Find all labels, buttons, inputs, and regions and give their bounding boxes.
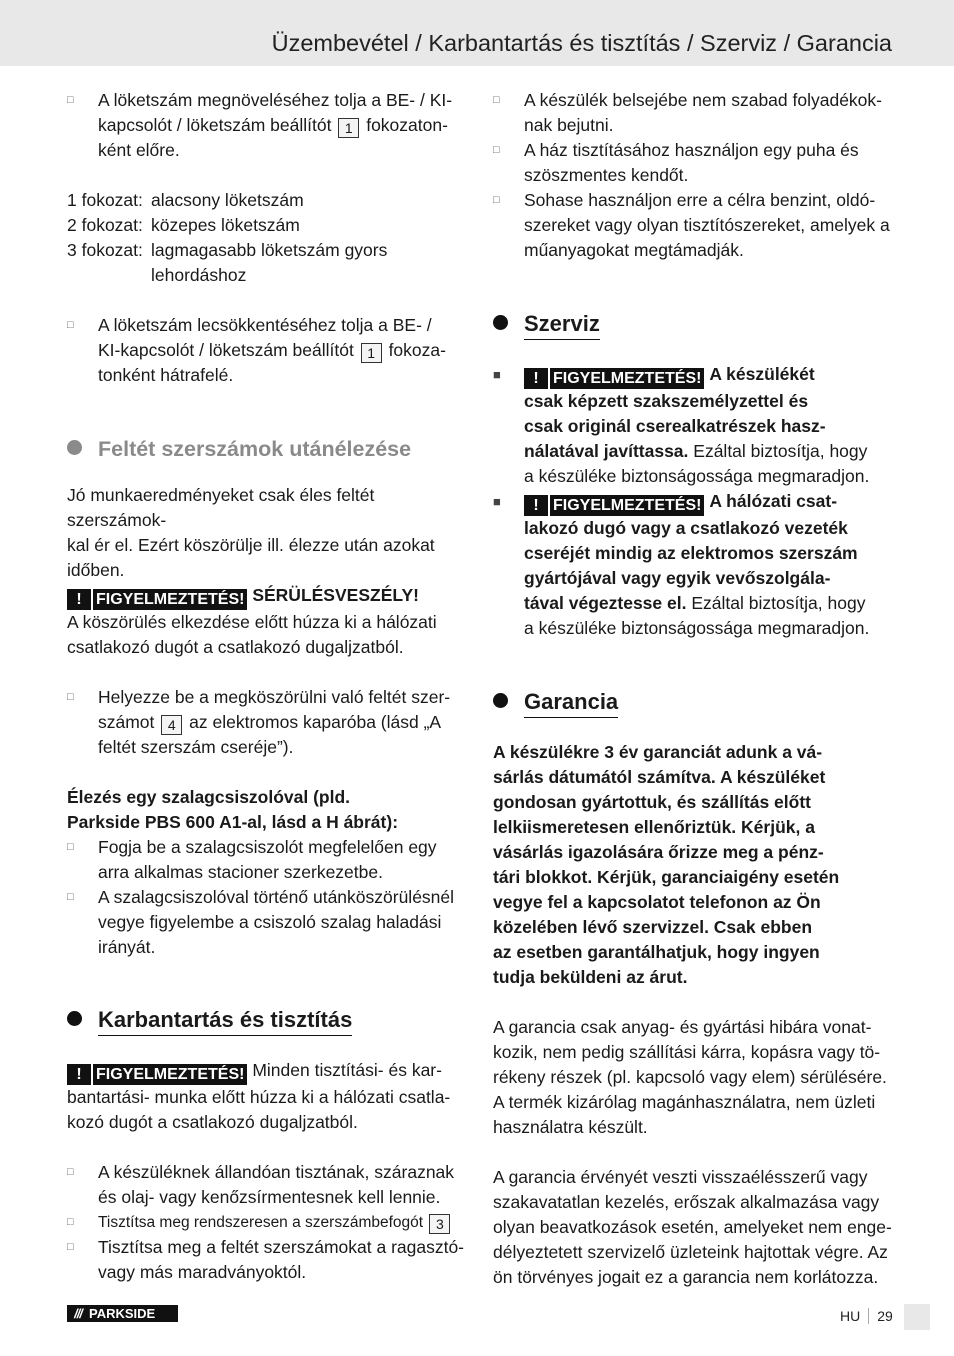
list-item: □ A ház tisztításához használjon egy puha és szöszmentes kendőt. — [493, 140, 859, 185]
list-item: □ A készülék belsejébe nem szabad folyadékok- nak bejutni. — [493, 90, 882, 135]
checkbox-bullet-icon: □ — [493, 144, 500, 156]
checkbox-bullet-icon: □ — [67, 841, 74, 853]
list-item: □ Fogja be a szalagcsiszolót megfelelően egy arra alkalmas stacioner szerkezetbe. — [67, 837, 437, 882]
part-number-badge: 1 — [361, 343, 382, 363]
warning-label: FIGYELMEZTETÉS! — [550, 368, 704, 389]
warranty-bold-paragraph: A készülékre 3 év garanciát adunk a vá- sárlás dátumától számítva. A készüléket gondosan gyártottuk, és szállítás előtt lelkiismeretesen ellenőriztük. Kérjük, a vásárlás igazolására őrizze meg a pénz- tári blokkot. Kérjük, garanciaigény esetén vegye fel a kapcsolatot telefonon az Ön közelében lévő szervizzel. Csak ebben az esetben garantálhatjuk, hogy ingyen tudja beküldeni az árut. — [493, 742, 840, 987]
brand-slashes-icon: /// — [74, 1306, 82, 1321]
right-column — [493, 88, 895, 1290]
warning-triangle-icon: ! — [524, 368, 548, 389]
checkbox-bullet-icon: □ — [67, 1166, 74, 1178]
page-header — [0, 0, 954, 66]
list-item: □ A készüléknek állandóan tisztának, száraznak és olaj- vagy kenőzsírmentesnek kell lennie. — [67, 1162, 455, 1207]
warning-triangle-icon: ! — [67, 589, 91, 610]
section-heading-maintenance: Karbantartás és tisztítás — [67, 1006, 467, 1036]
checkbox-bullet-icon: □ — [493, 94, 500, 106]
warning-line: ! FIGYELMEZTETÉS! Minden tisztítási- és kar- — [67, 1058, 467, 1085]
checkbox-bullet-icon: □ — [67, 691, 74, 703]
warning-line: ! FIGYELMEZTETÉS! SÉRÜLÉSVESZÉLY! — [67, 583, 467, 610]
square-bullet-icon: ■ — [493, 494, 501, 509]
list-item: □ Helyezze be a megköszörülni való feltét szer- számot 4 az elektromos kaparóba (lásd „A feltét szerszám cseréje”). — [67, 687, 451, 757]
list-item: ■ ! FIGYELMEZTETÉS! A készülékét csak képzett szakszemélyzettel és csak originál cserealkatrészek hasz- nálatával javíttassa. Ezáltal biztosítja, hogy a készüléke biztonságossága megmaradjon. — [493, 364, 870, 486]
checkbox-bullet-icon: □ — [67, 319, 74, 331]
checkbox-bullet-icon: □ — [493, 194, 500, 206]
left-column: □ A löketszám megnöveléséhez tolja a BE- / KI- kapcsolót / löketszám beállítót 1 fokozaton- ként előre. 1 fokozat: alacsony löketszám 2 fokozat: közepes löketszám 3 fokozat: lagmagasabb löketszám gyors lehordáshoz □ A löketszám lecsökkentéséhez tolja a BE- / KI-kapcsolót / löketszám beállítót 1 fokoza- tonként hátrafelé. Feltét szerszámok utánélezése Jó munkaeredményeket csak éles feltét szerszámok- kal ér el. Ezért köszörülje ill. élezze után azokat időben. ! FIGYELMEZTETÉS! SÉRÜLÉSVESZÉLY! A köszörülés elkezdése előtt húzza ki a hálózati csatlakozó dugót a csatlakozó dugaljzatból. □ Helyezze be a megköszörülni való feltét szer- számot 4 az elektromos kaparóba (lásd „A feltét szerszám cseréje”). Élezés egy szalagcsiszolóval (pld. Parkside PBS 600 A1-al, lásd a H ábrát): □ Fogja be a szalagcsiszolót megfelelően egy arra alkalmas stacioner szerkezetbe. □ A szalagcsiszolóval történő utánköszörülésnél vegye figyelembe a csiszoló szalag haladási irányát. Karbantartás és tisztítás ! FIGYELMEZTETÉS! Minden tisztítási- és kar- bantartási- munka előtt húzza ki a hálózati csatla- kozó dugót a csatlakozó dugaljzatból. □ A készüléknek állandóan tisztának, száraznak és olaj- vagy kenőzsírmentesnek kell lennie. □ Tisztítsa meg rendszeresen a szerszámbefogót 3 □ Tisztítsa meg a feltét szerszámokat a ragasztó- vagy más maradványoktól. — [67, 88, 467, 1285]
list-item: □ A löketszám lecsökkentéséhez tolja a BE- / KI-kapcsolót / löketszám beállítót 1 fokoza- tonként hátrafelé. — [67, 315, 446, 385]
list-item: □ Sohase használjon erre a célra benzint, oldó- szereket vagy olyan tisztítószereket, amelyek a műanyagokat megtámadják. — [493, 190, 890, 260]
page-number: 29 — [868, 1308, 893, 1324]
brand-logo: /// PARKSIDE — [67, 1305, 178, 1322]
checkbox-bullet-icon: □ — [67, 1216, 74, 1228]
list-item: □ A szalagcsiszolóval történő utánköszörülésnél vegye figyelembe a csiszoló szalag haladási irányát. — [67, 887, 455, 957]
bullet-dot-icon — [493, 693, 508, 708]
section-heading-warranty: Garancia — [493, 688, 895, 718]
part-number-badge: 3 — [429, 1214, 450, 1234]
list-item: □ Tisztítsa meg rendszeresen a szerszámbefogót 3 — [67, 1210, 467, 1235]
bullet-dot-icon — [67, 440, 82, 455]
page-corner-tab — [904, 1304, 930, 1330]
part-number-badge: 1 — [338, 118, 359, 138]
language-code: HU — [840, 1308, 861, 1324]
warning-label: FIGYELMEZTETÉS! — [93, 1064, 247, 1085]
warning-label: FIGYELMEZTETÉS! — [550, 495, 704, 516]
checkbox-bullet-icon: □ — [67, 1241, 74, 1253]
list-item: □ Tisztítsa meg a feltét szerszámokat a ragasztó- vagy más maradványoktól. — [67, 1237, 465, 1282]
section-heading-sharpen: Feltét szerszámok utánélezése — [67, 435, 467, 464]
warranty-paragraph: A garancia érvényét veszti visszaélésszerű vagy szakavatatlan kezelés, erőszak alkalmazása vagy olyan beavatkozások esetén, amelyeket nem enge- délyeztetett szervizelő üzleteink hajtottak végre. Az ön törvényes jogait ez a garancia nem korlátozza. — [493, 1167, 892, 1287]
section-heading-service: Szerviz — [493, 310, 895, 340]
warning-label: FIGYELMEZTETÉS! — [93, 589, 247, 610]
warning-triangle-icon: ! — [67, 1064, 91, 1085]
bullet-dot-icon — [67, 1011, 82, 1026]
list-item: □ A löketszám megnöveléséhez tolja a BE- / KI- kapcsolót / löketszám beállítót 1 fokozaton- ként előre. — [67, 90, 453, 160]
speed-levels-list: 1 fokozat: alacsony löketszám 2 fokozat: közepes löketszám 3 fokozat: lagmagasabb löketszám gyors lehordáshoz — [67, 190, 388, 285]
bullet-dot-icon — [493, 315, 508, 330]
square-bullet-icon: ■ — [493, 367, 501, 382]
warning-triangle-icon: ! — [524, 495, 548, 516]
part-number-badge: 4 — [161, 715, 182, 735]
page-indicator — [840, 1308, 893, 1324]
checkbox-bullet-icon: □ — [67, 891, 74, 903]
page-title: Üzembevétel / Karbantartás és tisztítás / Szerviz / Garancia — [271, 30, 892, 56]
list-item: ■ ! FIGYELMEZTETÉS! A hálózati csat- lakozó dugó vagy a csatlakozó vezeték cseréjét mindig az elektromos szerszám gyártójával vagy egyik vevőszolgála- tával végeztesse el. Ezáltal biztosítja, hogy a készüléke biztonságossága megmaradjon. — [493, 491, 870, 638]
warranty-paragraph: A garancia csak anyag- és gyártási hibára vonat- kozik, nem pedig szállítási kárra, kopásra vagy tö- rékeny részek (pl. kapcsoló vagy elem) sérülésére. A termék kizárólag magánhasználatra, nem üzleti használatra készült. — [493, 1017, 887, 1137]
checkbox-bullet-icon: □ — [67, 94, 74, 106]
